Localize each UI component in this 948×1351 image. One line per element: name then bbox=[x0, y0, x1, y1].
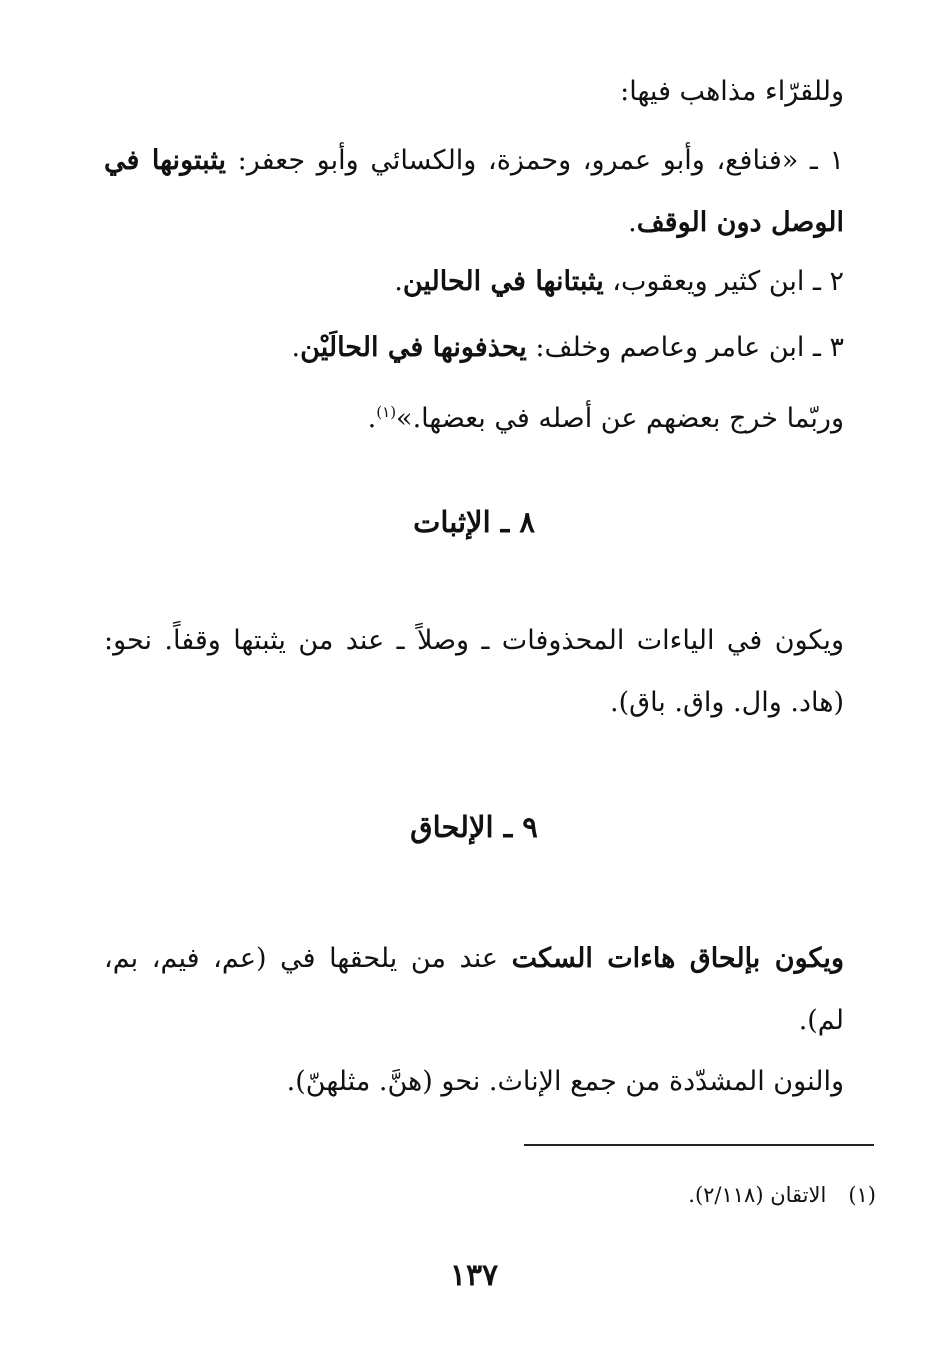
item-1 bbox=[104, 130, 844, 254]
item-2-text: ٢ ـ ابن كثير ويعقوب، bbox=[603, 266, 844, 297]
section-8-heading: ٨ ـ الإثبات bbox=[413, 505, 535, 539]
footnote bbox=[688, 1178, 876, 1212]
footnote-divider bbox=[524, 1144, 874, 1146]
section-9-body-2 bbox=[287, 1062, 844, 1102]
section-9-body-2-text: والنون المشدّدة من جمع الإناث. نحو (هنَّ. مثلهنّ). bbox=[286, 1066, 844, 1097]
intro-line bbox=[620, 72, 844, 112]
closing-text: وربّما خرج بعضهم عن أصله في بعضها.» bbox=[396, 403, 844, 434]
footnote-number: (١) bbox=[848, 1183, 876, 1207]
section-9-bold: ويكون بإلحاق هاءات السكت bbox=[511, 943, 844, 974]
section-9-rest: عند من يلحقها في (عم، فيم، بم، لم). bbox=[104, 943, 844, 1036]
item-2 bbox=[394, 262, 844, 302]
page-number: ١٣٧ bbox=[449, 1258, 499, 1293]
item-1-bold: يثبتونها في الوصل دون الوقف bbox=[104, 145, 844, 238]
item-1-text: ١ ـ «فنافع، وأبو عمرو، وحمزة، والكسائي وأبو جعفر: bbox=[225, 145, 844, 176]
section-9-body bbox=[104, 928, 844, 1052]
intro-text: وللقرّاء مذاهب فيها: bbox=[620, 76, 844, 107]
section-8-body: ويكون في الياءات المحذوفات ـ وصلاً ـ عند من يثبتها وقفاً. نحو: (هاد. وال. واق. باق). bbox=[104, 625, 844, 718]
item-2-bold: يثبتانها في الحالين bbox=[402, 266, 604, 297]
closing-line bbox=[368, 392, 844, 439]
closing-end: . bbox=[367, 403, 377, 434]
section-9-heading: ٩ ـ الإلحاق bbox=[410, 810, 538, 844]
item-3-bold: يحذفونها في الحالَيْن bbox=[300, 332, 527, 363]
item-3-end: . bbox=[291, 332, 301, 363]
item-3 bbox=[292, 328, 844, 368]
item-2-end: . bbox=[394, 266, 403, 297]
footnote-ref: (١) bbox=[376, 403, 397, 421]
item-3-text: ٣ ـ ابن عامر وعاصم وخلف: bbox=[526, 332, 844, 363]
footnote-text: الاتقان (٢/١١٨). bbox=[688, 1183, 827, 1207]
item-1-end: . bbox=[628, 207, 637, 238]
